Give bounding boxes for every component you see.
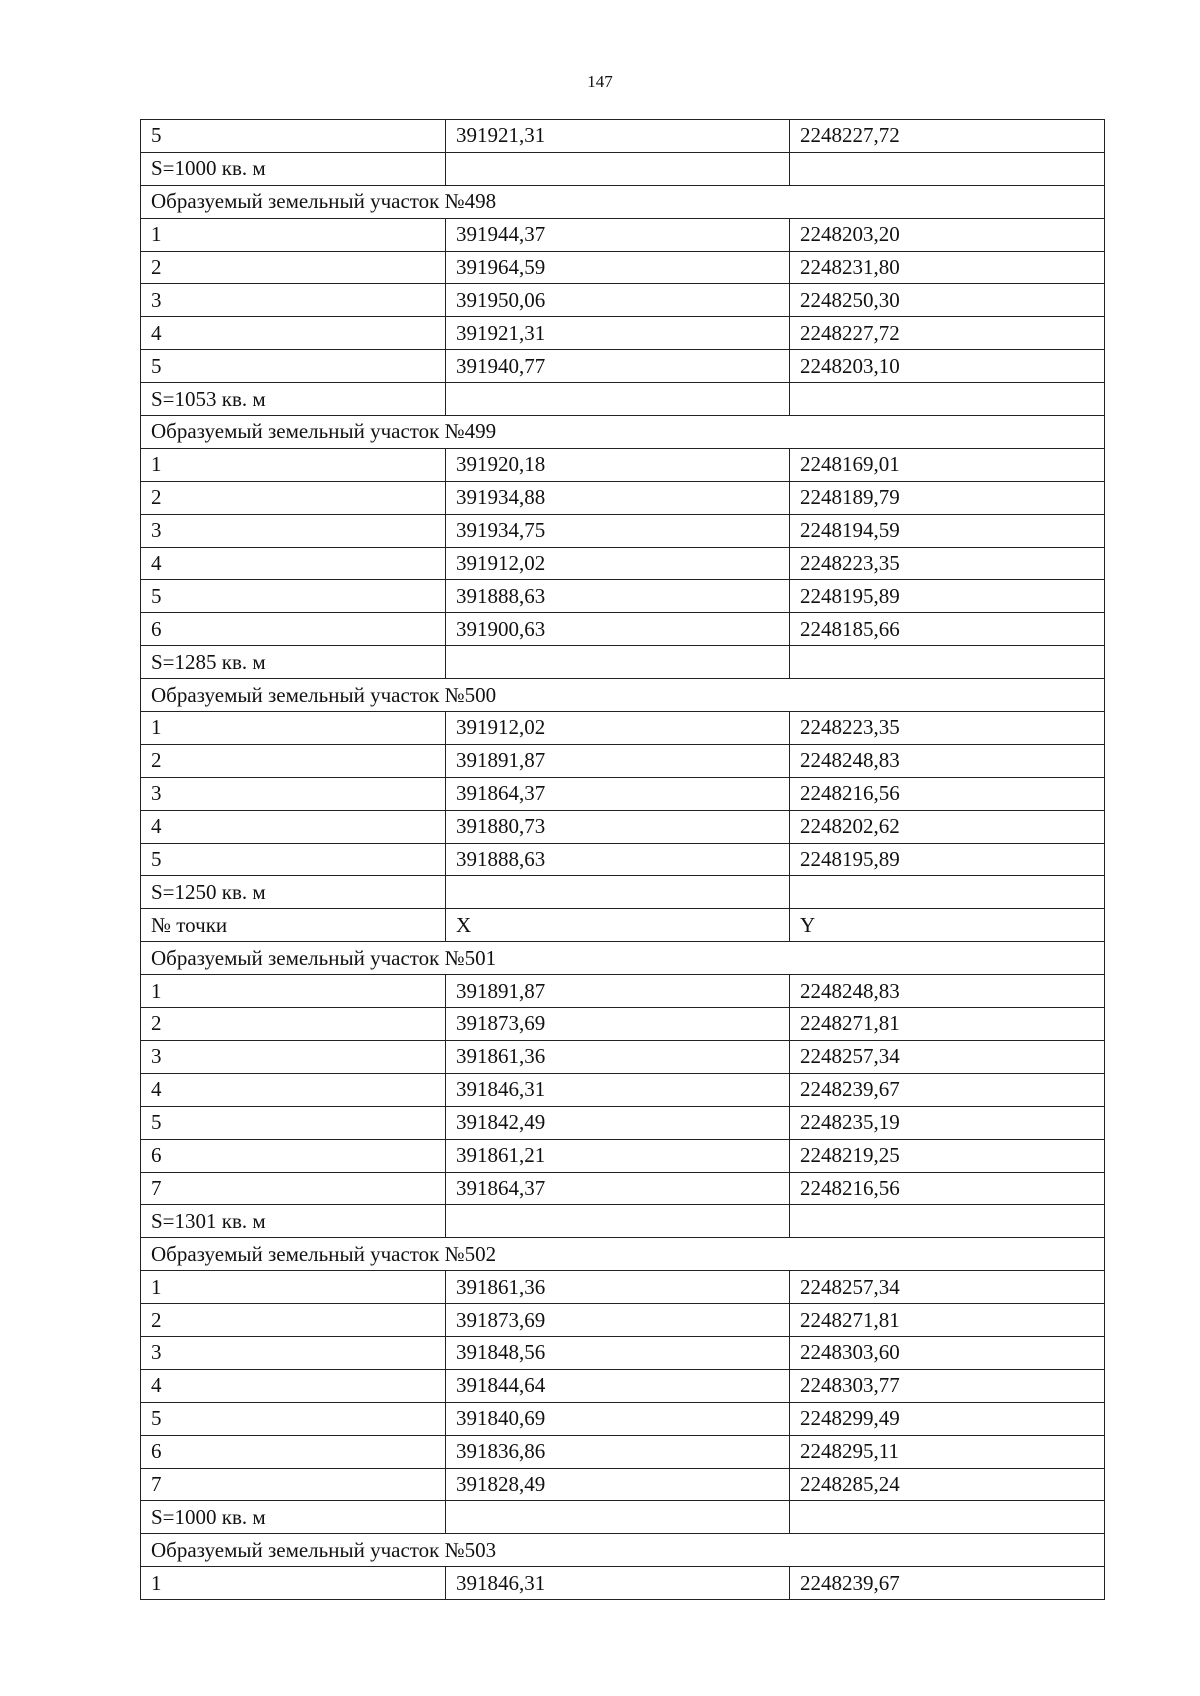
y-coordinate: 2248202,62	[790, 810, 1105, 843]
parcel-title: Образуемый земельный участок №501	[141, 942, 1105, 975]
point-number: 1	[141, 218, 446, 251]
y-coordinate: 2248295,11	[790, 1435, 1105, 1468]
x-coordinate: 391912,02	[446, 712, 790, 745]
parcel-title: Образуемый земельный участок №502	[141, 1238, 1105, 1271]
empty-cell	[790, 876, 1105, 909]
point-row	[141, 744, 1105, 777]
point-number: 6	[141, 1435, 446, 1468]
y-coordinate: 2248194,59	[790, 514, 1105, 547]
point-number: 5	[141, 843, 446, 876]
x-coordinate: 391844,64	[446, 1369, 790, 1402]
point-row	[141, 1336, 1105, 1369]
x-coordinate: 391940,77	[446, 350, 790, 383]
x-coordinate: 391848,56	[446, 1336, 790, 1369]
parcel-header-row	[141, 1534, 1105, 1567]
parcel-title: Образуемый земельный участок №503	[141, 1534, 1105, 1567]
x-coordinate: 391944,37	[446, 218, 790, 251]
x-coordinate: 391828,49	[446, 1468, 790, 1501]
x-coordinate: 391836,86	[446, 1435, 790, 1468]
area-row	[141, 383, 1105, 416]
x-coordinate: 391912,02	[446, 547, 790, 580]
page-number: 147	[587, 72, 613, 91]
point-number: 5	[141, 350, 446, 383]
x-coordinate: 391964,59	[446, 251, 790, 284]
x-coordinate: 391880,73	[446, 810, 790, 843]
y-coordinate-header: Y	[790, 909, 1105, 942]
point-row	[141, 251, 1105, 284]
point-number: 5	[141, 120, 446, 153]
x-coordinate: 391861,36	[446, 1271, 790, 1304]
x-coordinate: 391921,31	[446, 317, 790, 350]
point-number: 1	[141, 1567, 446, 1600]
point-row	[141, 1468, 1105, 1501]
y-coordinate: 2248257,34	[790, 1040, 1105, 1073]
y-coordinate: 2248248,83	[790, 975, 1105, 1008]
point-number: 2	[141, 1008, 446, 1041]
point-row	[141, 1040, 1105, 1073]
parcel-header-row	[141, 185, 1105, 218]
y-coordinate: 2248250,30	[790, 284, 1105, 317]
point-row	[141, 1139, 1105, 1172]
y-coordinate: 2248189,79	[790, 481, 1105, 514]
empty-cell	[446, 1205, 790, 1238]
point-row	[141, 1304, 1105, 1337]
point-number: 5	[141, 580, 446, 613]
x-coordinate: 391891,87	[446, 744, 790, 777]
y-coordinate: 2248303,60	[790, 1336, 1105, 1369]
parcel-area: S=1250 кв. м	[141, 876, 446, 909]
point-number: 3	[141, 1040, 446, 1073]
point-row	[141, 1567, 1105, 1600]
y-coordinate: 2248223,35	[790, 712, 1105, 745]
point-row	[141, 777, 1105, 810]
x-coordinate: 391934,75	[446, 514, 790, 547]
point-row	[141, 547, 1105, 580]
point-number: 4	[141, 1073, 446, 1106]
x-coordinate: 391840,69	[446, 1402, 790, 1435]
point-number: 2	[141, 744, 446, 777]
point-row	[141, 481, 1105, 514]
point-row	[141, 1369, 1105, 1402]
parcel-area: S=1285 кв. м	[141, 646, 446, 679]
coordinates-table	[140, 119, 1105, 1600]
parcel-title: Образуемый земельный участок №498	[141, 185, 1105, 218]
empty-cell	[790, 152, 1105, 185]
y-coordinate: 2248239,67	[790, 1567, 1105, 1600]
parcel-header-row	[141, 942, 1105, 975]
empty-cell	[790, 383, 1105, 416]
y-coordinate: 2248227,72	[790, 120, 1105, 153]
point-number: 3	[141, 514, 446, 547]
point-row	[141, 975, 1105, 1008]
empty-cell	[790, 1501, 1105, 1534]
parcel-title: Образуемый земельный участок №500	[141, 679, 1105, 712]
y-coordinate: 2248195,89	[790, 843, 1105, 876]
point-row	[141, 613, 1105, 646]
x-coordinate: 391842,49	[446, 1106, 790, 1139]
parcel-area: S=1053 кв. м	[141, 383, 446, 416]
x-coordinate: 391846,31	[446, 1567, 790, 1600]
point-row	[141, 284, 1105, 317]
point-row	[141, 448, 1105, 481]
coordinates-table-body	[141, 120, 1105, 1600]
point-number: 4	[141, 317, 446, 350]
empty-cell	[446, 1501, 790, 1534]
y-coordinate: 2248271,81	[790, 1304, 1105, 1337]
y-coordinate: 2248248,83	[790, 744, 1105, 777]
y-coordinate: 2248299,49	[790, 1402, 1105, 1435]
x-coordinate: 391888,63	[446, 580, 790, 613]
point-number: 4	[141, 1369, 446, 1402]
point-row	[141, 350, 1105, 383]
y-coordinate: 2248219,25	[790, 1139, 1105, 1172]
x-coordinate: 391921,31	[446, 120, 790, 153]
y-coordinate: 2248257,34	[790, 1271, 1105, 1304]
y-coordinate: 2248203,10	[790, 350, 1105, 383]
parcel-header-row	[141, 679, 1105, 712]
point-number: 7	[141, 1468, 446, 1501]
empty-cell	[446, 383, 790, 416]
point-row	[141, 1172, 1105, 1205]
point-row	[141, 1073, 1105, 1106]
point-number: 1	[141, 1271, 446, 1304]
y-coordinate: 2248216,56	[790, 1172, 1105, 1205]
point-number: 2	[141, 251, 446, 284]
point-number: 5	[141, 1402, 446, 1435]
x-coordinate: 391873,69	[446, 1304, 790, 1337]
empty-cell	[446, 646, 790, 679]
x-coordinate: 391861,36	[446, 1040, 790, 1073]
point-number: 4	[141, 810, 446, 843]
y-coordinate: 2248227,72	[790, 317, 1105, 350]
x-coordinate: 391864,37	[446, 1172, 790, 1205]
point-number: 1	[141, 975, 446, 1008]
point-row	[141, 218, 1105, 251]
x-coordinate: 391864,37	[446, 777, 790, 810]
point-row	[141, 317, 1105, 350]
point-row	[141, 1435, 1105, 1468]
y-coordinate: 2248285,24	[790, 1468, 1105, 1501]
y-coordinate: 2248271,81	[790, 1008, 1105, 1041]
point-number-header: № точки	[141, 909, 446, 942]
area-row	[141, 876, 1105, 909]
area-row	[141, 1501, 1105, 1534]
point-row	[141, 120, 1105, 153]
point-row	[141, 1008, 1105, 1041]
y-coordinate: 2248235,19	[790, 1106, 1105, 1139]
empty-cell	[790, 1205, 1105, 1238]
x-coordinate: 391888,63	[446, 843, 790, 876]
point-row	[141, 580, 1105, 613]
parcel-area: S=1000 кв. м	[141, 152, 446, 185]
x-coordinate: 391873,69	[446, 1008, 790, 1041]
empty-cell	[446, 152, 790, 185]
x-coordinate: 391900,63	[446, 613, 790, 646]
point-number: 7	[141, 1172, 446, 1205]
y-coordinate: 2248195,89	[790, 580, 1105, 613]
point-number: 6	[141, 1139, 446, 1172]
parcel-header-row	[141, 1238, 1105, 1271]
point-number: 2	[141, 481, 446, 514]
parcel-area: S=1301 кв. м	[141, 1205, 446, 1238]
point-number: 1	[141, 448, 446, 481]
point-row	[141, 810, 1105, 843]
x-coordinate: 391891,87	[446, 975, 790, 1008]
area-row	[141, 646, 1105, 679]
empty-cell	[446, 876, 790, 909]
y-coordinate: 2248216,56	[790, 777, 1105, 810]
point-row	[141, 712, 1105, 745]
point-number: 2	[141, 1304, 446, 1337]
point-row	[141, 514, 1105, 547]
x-coordinate: 391934,88	[446, 481, 790, 514]
column-header-row	[141, 909, 1105, 942]
x-coordinate: 391861,21	[446, 1139, 790, 1172]
empty-cell	[790, 646, 1105, 679]
y-coordinate: 2248223,35	[790, 547, 1105, 580]
point-row	[141, 843, 1105, 876]
y-coordinate: 2248169,01	[790, 448, 1105, 481]
area-row	[141, 1205, 1105, 1238]
point-row	[141, 1402, 1105, 1435]
x-coordinate: 391950,06	[446, 284, 790, 317]
point-number: 1	[141, 712, 446, 745]
x-coordinate: 391920,18	[446, 448, 790, 481]
y-coordinate: 2248203,20	[790, 218, 1105, 251]
parcel-area: S=1000 кв. м	[141, 1501, 446, 1534]
point-row	[141, 1106, 1105, 1139]
point-number: 3	[141, 1336, 446, 1369]
y-coordinate: 2248239,67	[790, 1073, 1105, 1106]
parcel-title: Образуемый земельный участок №499	[141, 416, 1105, 449]
y-coordinate: 2248303,77	[790, 1369, 1105, 1402]
y-coordinate: 2248185,66	[790, 613, 1105, 646]
point-number: 3	[141, 777, 446, 810]
x-coordinate-header: X	[446, 909, 790, 942]
point-number: 6	[141, 613, 446, 646]
parcel-header-row	[141, 416, 1105, 449]
y-coordinate: 2248231,80	[790, 251, 1105, 284]
point-number: 4	[141, 547, 446, 580]
x-coordinate: 391846,31	[446, 1073, 790, 1106]
area-row	[141, 152, 1105, 185]
point-row	[141, 1271, 1105, 1304]
point-number: 5	[141, 1106, 446, 1139]
point-number: 3	[141, 284, 446, 317]
